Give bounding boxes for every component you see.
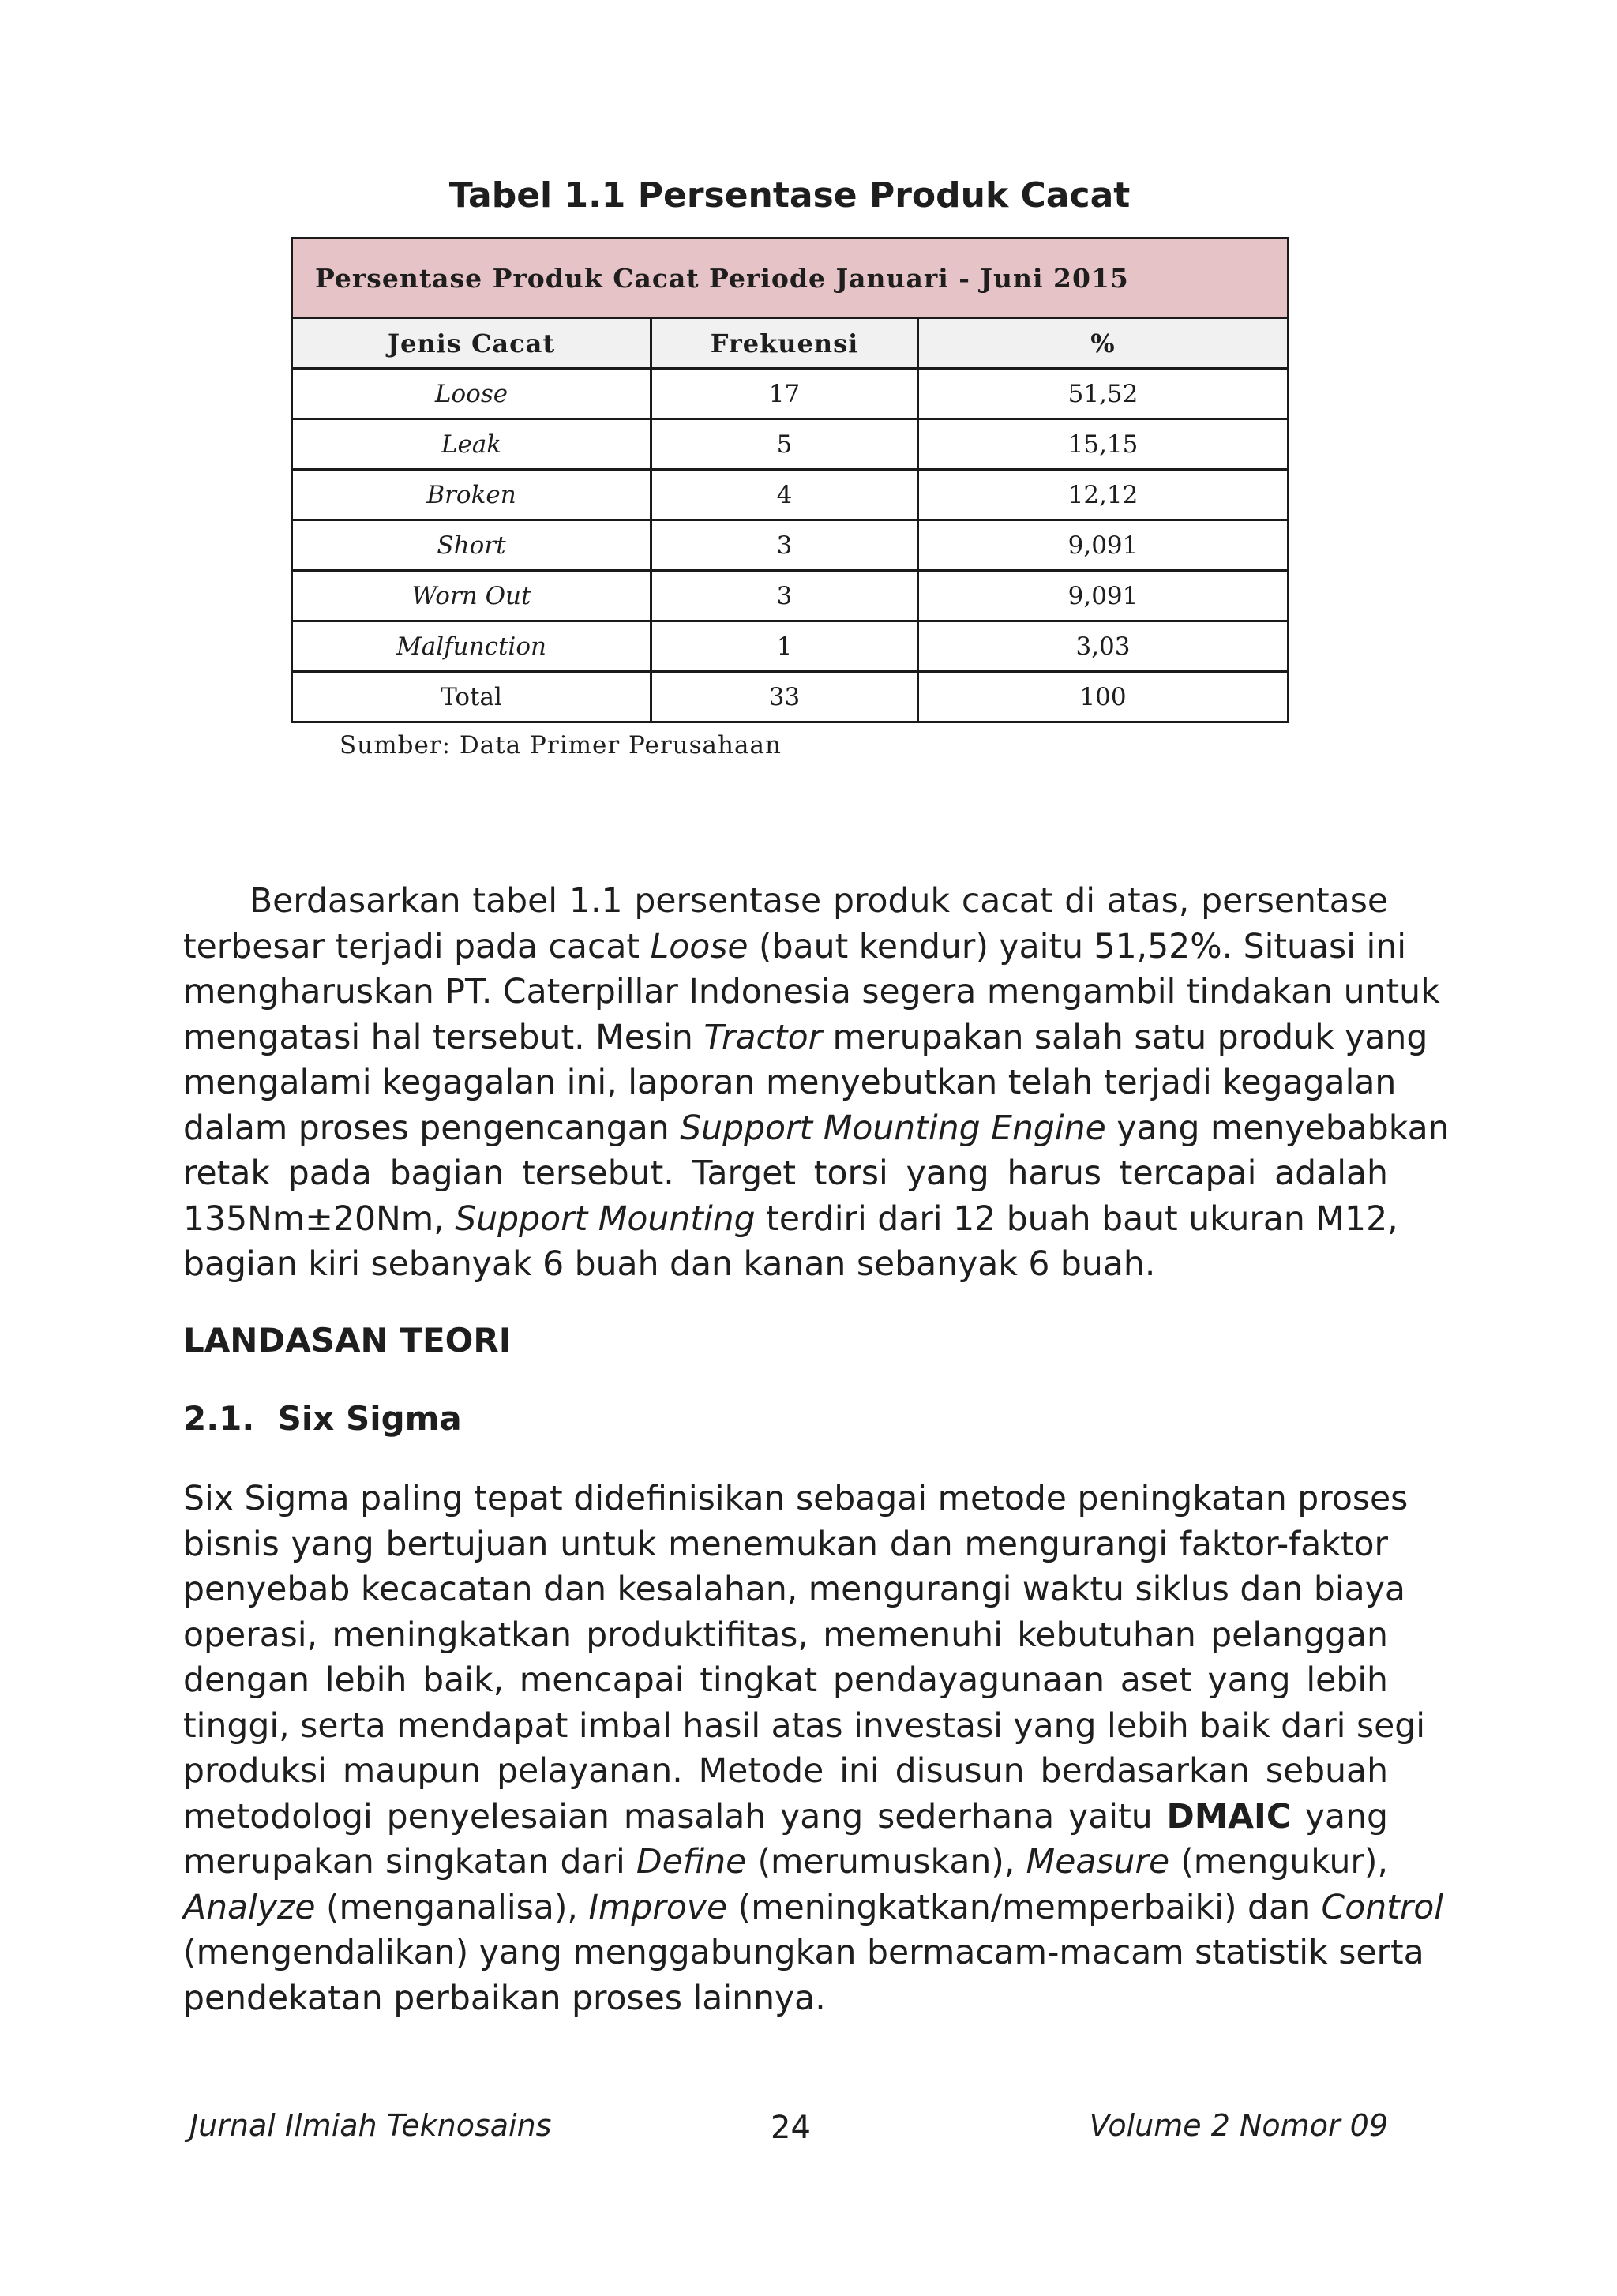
cell-freq: 3 bbox=[651, 571, 918, 621]
text-line: bisnis yang bertujuan untuk menemukan dan mengurangi faktor-faktor bbox=[183, 1525, 1388, 1564]
table-row bbox=[292, 369, 1289, 419]
cell-freq: 17 bbox=[651, 369, 918, 419]
cell-type: Worn Out bbox=[292, 571, 651, 621]
text-line: Six Sigma paling tepat didefinisikan sebagai metode peningkatan proses bbox=[183, 1480, 1409, 1518]
text-line: mengalami kegagalan ini, laporan menyebutkan telah terjadi kegagalan bbox=[183, 1064, 1397, 1102]
table-row bbox=[292, 621, 1289, 672]
text-line: tinggi, serta mendapat imbal hasil atas investasi yang lebih baik dari segi bbox=[183, 1706, 1426, 1746]
table-row bbox=[292, 520, 1289, 571]
table-total-row bbox=[292, 672, 1289, 722]
table-title-row bbox=[292, 238, 1289, 318]
cell-pct: 9,091 bbox=[918, 571, 1289, 621]
cell-type: Malfunction bbox=[292, 621, 651, 672]
text-line: (mengendalikan) yang menggabungkan bermacam-macam statistik serta bbox=[183, 1934, 1424, 1972]
text-line: operasi, meningkatkan produktifitas, memenuhi kebutuhan pelanggan bbox=[183, 1615, 1388, 1655]
text-line: produksi maupun pelayanan. Metode ini disusun berdasarkan sebuah bbox=[183, 1752, 1388, 1791]
column-header-frekuensi: Frekuensi bbox=[651, 318, 918, 369]
text-line: merupakan singkatan dari Define (merumuskan), Measure (mengukur), bbox=[183, 1843, 1388, 1881]
cell-freq: 3 bbox=[651, 520, 918, 571]
text-line: pendekatan perbaikan proses lainnya. bbox=[183, 1979, 826, 2018]
text-line: Berdasarkan tabel 1.1 persentase produk cacat di atas, persentase bbox=[249, 882, 1388, 921]
table-header-row bbox=[292, 318, 1289, 369]
text-line: 135Nm±20Nm, Support Mounting terdiri dari 12 buah baut ukuran M12, bbox=[183, 1199, 1398, 1239]
cell-pct: 9,091 bbox=[918, 520, 1289, 571]
cell-freq: 5 bbox=[651, 419, 918, 470]
cell-type-total: Total bbox=[292, 672, 651, 722]
table-caption: Tabel 1.1 Persentase Produk Cacat bbox=[448, 175, 1131, 216]
cell-pct: 51,52 bbox=[918, 369, 1289, 419]
table-row bbox=[292, 419, 1289, 470]
text-line: dengan lebih baik, mencapai tingkat pendayagunaan aset yang lebih bbox=[183, 1661, 1388, 1700]
defect-table bbox=[291, 237, 1289, 723]
cell-pct: 3,03 bbox=[918, 621, 1289, 672]
text-line: mengharuskan PT. Caterpillar Indonesia segera mengambil tindakan untuk bbox=[183, 973, 1440, 1011]
footer-journal-name: Jurnal Ilmiah Teknosains bbox=[189, 2108, 552, 2143]
footer-page-number: 24 bbox=[771, 2110, 811, 2146]
text-line: retak pada bagian tersebut. Target torsi yang harus tercapai adalah bbox=[183, 1154, 1388, 1193]
text-line: bagian kiri sebanyak 6 buah dan kanan sebanyak 6 buah. bbox=[183, 1245, 1156, 1284]
cell-freq-total: 33 bbox=[651, 672, 918, 722]
cell-type: Loose bbox=[292, 369, 651, 419]
text-line: Analyze (menganalisa), Improve (meningkatkan/memperbaiki) dan Control bbox=[183, 1888, 1444, 1927]
column-header-jenis: Jenis Cacat bbox=[292, 318, 651, 369]
text-line: dalam proses pengencangan Support Mounting Engine yang menyebabkan bbox=[183, 1109, 1450, 1148]
text-line: terbesar terjadi pada cacat Loose (baut kendur) yaitu 51,52%. Situasi ini bbox=[183, 927, 1407, 966]
text-line: mengatasi hal tersebut. Mesin Tractor merupakan salah satu produk yang bbox=[183, 1018, 1428, 1057]
subsection-heading: 2.1. Six Sigma bbox=[183, 1399, 462, 1438]
cell-type: Leak bbox=[292, 419, 651, 470]
table-row bbox=[292, 571, 1289, 621]
text-line: penyebab kecacatan dan kesalahan, mengurangi waktu siklus dan biaya bbox=[183, 1570, 1405, 1609]
cell-type: Short bbox=[292, 520, 651, 571]
table-title: Persentase Produk Cacat Periode Januari - Juni 2015 bbox=[292, 238, 1289, 318]
paragraph-six-sigma bbox=[183, 1476, 1444, 2021]
text-line: metodologi penyelesaian masalah yang sederhana yaitu DMAIC yang bbox=[183, 1797, 1388, 1836]
cell-freq: 4 bbox=[651, 470, 918, 520]
cell-pct: 15,15 bbox=[918, 419, 1289, 470]
cell-pct: 12,12 bbox=[918, 470, 1289, 520]
cell-pct-total: 100 bbox=[918, 672, 1289, 722]
footer-volume: Volume 2 Nomor 09 bbox=[1089, 2108, 1388, 2143]
table-row bbox=[292, 470, 1289, 520]
column-header-percent: % bbox=[918, 318, 1289, 369]
section-heading: LANDASAN TEORI bbox=[183, 1321, 512, 1360]
table-source: Sumber: Data Primer Perusahaan bbox=[340, 731, 782, 760]
cell-freq: 1 bbox=[651, 621, 918, 672]
cell-type: Broken bbox=[292, 470, 651, 520]
paragraph-table-discussion bbox=[183, 879, 1450, 1288]
